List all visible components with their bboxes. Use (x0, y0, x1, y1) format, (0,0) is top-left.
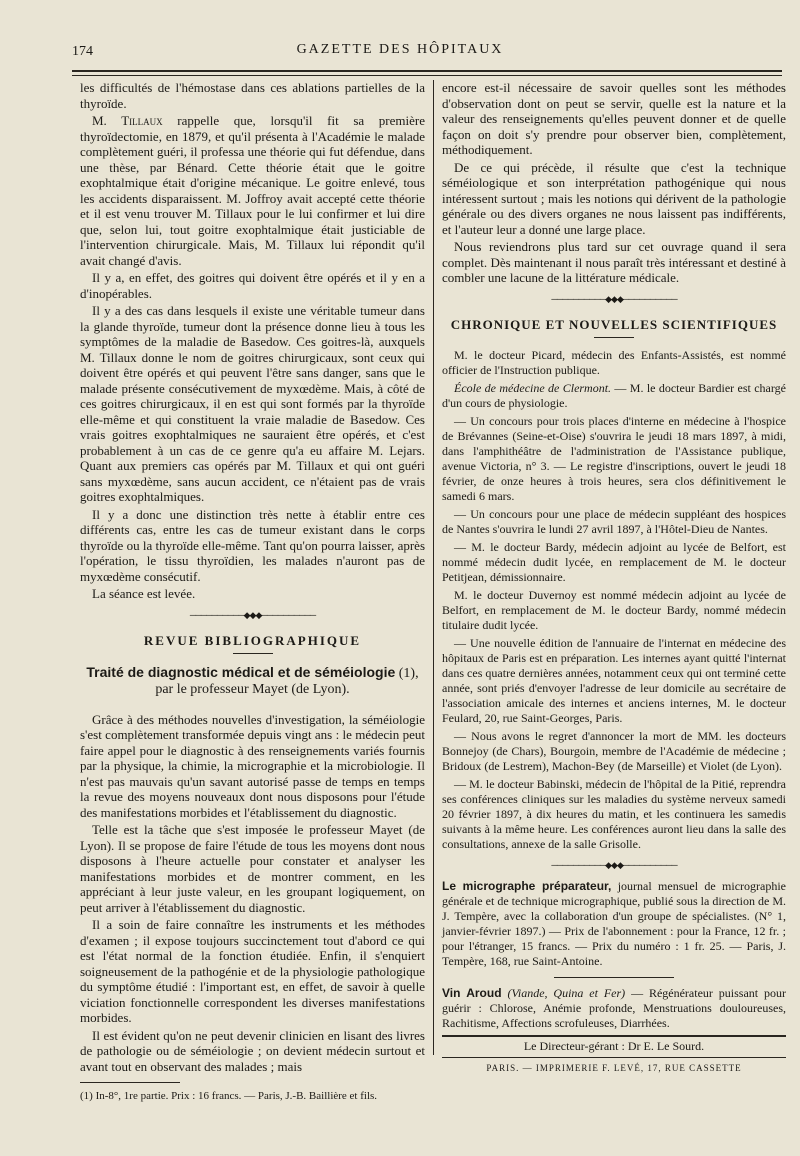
short-rule (594, 337, 634, 338)
news-item: — Une nouvelle édition de l'annuaire de l'internat en médecine des hôpitaux de Paris est en préparation. Les internes ayant quitté l'internat dans ces quatre dernières années, notamment ceux qui ont terminé cette année, sont priés d'envoyer l'adresse de leur domicile au secrétaire de l'association amicale des internes et anciens internes, M. le docteur Feulard, 20, rue Saint-Georges, Paris. (442, 635, 786, 725)
section-title: REVUE BIBLIOGRAPHIQUE (143, 633, 362, 648)
ad-text: journal mensuel de micrographie générale et de technique micrographique, publié sous la direction de M. J. Tempère, avec la collaboration d'un groupe de spécialistes. (N° 1, janvier-février 1897.) — Prix de l'abonnement : pour la France, 12 fr. ; pour l'étranger, 15 francs. — Prix du numéro : 1 fr. 25. — Paris, J. Tempère, 168, rue Saint-Antoine. (442, 879, 786, 968)
paragraph: Grâce à des méthodes nouvelles d'investigation, la séméiologie s'est complètement transformée depuis vingt ans : le médecin peut faire appel pour le diagnostic à des renseignements variés fournis par la physique, la chimie, la micrographie et la microbiologie. Il n'est pas mauvais qu'un savant autorisé passe de temps en temps la revue des moyens nouveaux dont nous disposons pour l'étude des manifestations morbides et l'établissement du diagnostic. (80, 711, 425, 820)
paragraph (80, 113, 425, 268)
paragraph: Il a soin de faire connaître les instruments et les méthodes d'examen ; il expose toujours succinctement tout d'abord ce qui est l'état normal de la fonction étudiée. Enfin, il s'enquiert soigneusement de la pathogénie et de la physiologie pathologique du symptôme étudié : l'important est, en effet, de savoir à quelle viciation fonctionnelle correspondent les diverses manifestations morbides. (80, 917, 425, 1025)
paragraph: Nous reviendrons plus tard sur cet ouvrage quand il sera complet. Dès maintenant il nous paraît très intéressant et destiné à combler une lacune de la littérature médicale. (442, 239, 786, 285)
column-divider (433, 80, 434, 1055)
ornament-divider: ──────────◆◆◆────────── (189, 609, 316, 620)
left-column (80, 80, 425, 1107)
paragraph: Il y a donc une distinction très nette à établir entre ces différents cas, entre les cas de tumeur existant dans le corps thyroïde ou la thyroïde elle-même. Tant qu'on pourra laisser, après l'opération, le tissu thyroïdien, les malades n'auront pas de myxœdème consécutif. (80, 506, 425, 584)
book-author: par le professeur Mayet (de Lyon). (155, 681, 350, 697)
header-rule (72, 70, 782, 72)
paragraph: De ce qui précède, il résulte que c'est la technique séméiologique et son interprétation pathogénique qui nous intéressent surtout ; mais les notions qui dérivent de la pathologie générale ou des divers organes ne nous laissent pas indifférents, et l'auteur leur a donné une large place. (442, 159, 786, 237)
paragraph: Il y a des cas dans lesquels il existe une véritable tumeur dans la glande thyroïde, tumeur dont la présence donne lieu à tous les symptômes de la maladie de Basedow. Ces goitres-là, auxquels M. Tillaux donne le nom de goitres chirurgicaux, sont ceux qui doivent être opérés et qui peuvent l'être sans danger, sans que le malade présente consécutivement de myxœdème. Mais, à côté de ces goitres chirurgicaux, il en est qui sont formés par la thyroïde elle-même et qui constituent la vraie maladie de Basedow. Ces vrais goitres exophtalmiques ne sauraient être opérés, et c'est probablement à un cas de ce genre qu'a eu affaire M. Lejars. Quant aux premiers cas opérés par M. Tillaux et qui ont guéri sans myxœdème, sans aucun accident, ce n'étaient pas de vrais goitres exophtalmiques. (80, 303, 425, 504)
ad-title: Le micrographe préparateur, (442, 879, 612, 893)
paragraph: les difficultés de l'hémostase dans ces ablations partielles de la thyroïde. (80, 80, 425, 111)
right-column (442, 80, 786, 1076)
news-item: M. le docteur Picard, médecin des Enfants-Assistés, est nommé officier de l'Instruction publique. (442, 347, 786, 377)
news-item: — M. le docteur Bardy, médecin adjoint au lycée de Belfort, est nommé médecin dudit lycée, en remplacement de M. le docteur Petitjean, démissionnaire. (442, 539, 786, 584)
journal-title: GAZETTE DES HÔPITAUX (296, 42, 504, 57)
paragraph-text: rappelle que, lorsqu'il fit sa première thyroïdectomie, en 1879, et qu'il présenta à l'Académie le malade complètement guéri, il professa une théorie qui fut défendue, dans une thèse, par Bénard. Cette théorie était que le goitre exophtalmique était d'origine mécanique. Le goitre enlevé, tous les accidents disparaissent. M. Joffroy avait accepté cette théorie et il est venu trouver M. Tillaux pour le lui confirmer et lui dire que, selon lui, tout goitre exophtalmique était justiciable de l'intervention chirurgicale. Mais, M. Tillaux lui répondit qu'il avait changé d'avis. (80, 113, 425, 268)
news-text: — M. le docteur Bardier est chargé d'un cours de physiologie. (442, 380, 786, 410)
footnote-rule (80, 1082, 180, 1083)
ad-title: Vin Aroud (442, 986, 502, 1000)
footnote: (1) In-8°, 1re partie. Prix : 16 francs. — Paris, J.-B. Baillière et fils. (80, 1090, 378, 1102)
news-item: — Nous avons le regret d'annoncer la mort de MM. les docteurs Bonnejoy (de Chars), Bourgoin, membre de l'Académie de médecine ; Bridoux (de Lestrem), Machon-Bey (de Marseille) et Violet (de Lyon). (442, 728, 786, 773)
speaker-name: M. Tillaux (92, 113, 163, 128)
book-heading (80, 664, 425, 698)
section-title: CHRONIQUE ET NOUVELLES SCIENTIFIQUES (450, 317, 778, 332)
paragraph: Telle est la tâche que s'est imposée le professeur Mayet (de Lyon). Il se propose de faire l'étude de tous les moyens dont nous disposons à l'heure actuelle pour constater et analyser les manifestations morbides et de montrer comment, en les appréciant à leur juste valeur, en les groupant logiquement, on peut arriver à l'établissement du diagnostic. (80, 822, 425, 915)
page-number: 174 (72, 44, 93, 59)
advertisement (442, 986, 786, 1031)
paragraph: Il y a, en effet, des goitres qui doivent être opérés et il y en a d'inopérables. (80, 270, 425, 301)
news-item: — Un concours pour trois places d'interne en médecine à l'hospice de Brévannes (Seine-et-Oise) s'ouvrira le jeudi 18 mars 1897, à midi, dans l'amphithéâtre de l'administration de l'Assistance publique, avenue Victoria, n° 3. — Le registre d'inscriptions, ouvert le jeudi 18 février, de onze heures à trois heures, sera clos définitivement le samedi 6 mars. (442, 413, 786, 503)
ad-rule (554, 977, 674, 978)
paragraph: La séance est levée. (92, 586, 196, 601)
book-footnote-ref: (1), (395, 665, 419, 681)
news-item: — Un concours pour une place de médecin suppléant des hospices de Nantes s'ouvrira le lundi 27 avril 1897, à l'Hôtel-Dieu de Nantes. (442, 506, 786, 536)
ornament-divider: ──────────◆◆◆────────── (551, 293, 677, 304)
book-title: Traité de diagnostic médical et de séméiologie (86, 663, 396, 680)
news-item: M. le docteur Duvernoy est nommé médecin adjoint au lycée de Belfort, en remplacement de M. le docteur Bardy, nommé médecin titulaire dudit lycée. (442, 587, 786, 632)
paragraph: encore est-il nécessaire de savoir quelles sont les méthodes d'observation dont on peut se servir, quelle est la nature et la valeur des renseignements qu'elles peuvent donner et de quelle façon on doit s'y prendre pour observer bien, complètement, méthodiquement. (442, 80, 786, 157)
advertisement (442, 879, 786, 969)
news-item: — M. le docteur Babinski, médecin de l'hôpital de la Pitié, reprendra ses conférences cliniques sur les maladies du système nerveux samedi 20 février 1897, à dix heures du matin, et les continuera les samedis suivants à la même heure. Les conférences auront lieu dans la salle des consultations, annexe de la salle Grisolle. (442, 776, 786, 851)
printer-line: PARIS. — IMPRIMERIE F. LEVÉ, 17, RUE CASSETTE (486, 1062, 742, 1073)
ad-subtitle: (Viande, Quina et Fer) (501, 986, 626, 1000)
news-heading: École de médecine de Clermont. (454, 380, 612, 395)
ornament-divider: ──────────◆◆◆────────── (551, 859, 677, 870)
news-item (442, 381, 786, 411)
ad-text: — Régénérateur puissant pour guérir : Chlorose, Anémie profonde, Menstruations douloureuses, Rachitisme, Affections scrofuleuses, Diarrhées. (442, 986, 787, 1030)
director-line: Le Directeur-gérant : Dr E. Le Sourd. (442, 1035, 786, 1058)
short-rule (233, 653, 273, 654)
header-rule-thin (72, 75, 782, 76)
paragraph: Il est évident qu'on ne peut devenir clinicien en lisant des livres de pathologie ou de séméiologie ; on devient médecin surtout et avant tout en observant des malades ; mais (80, 1027, 425, 1074)
